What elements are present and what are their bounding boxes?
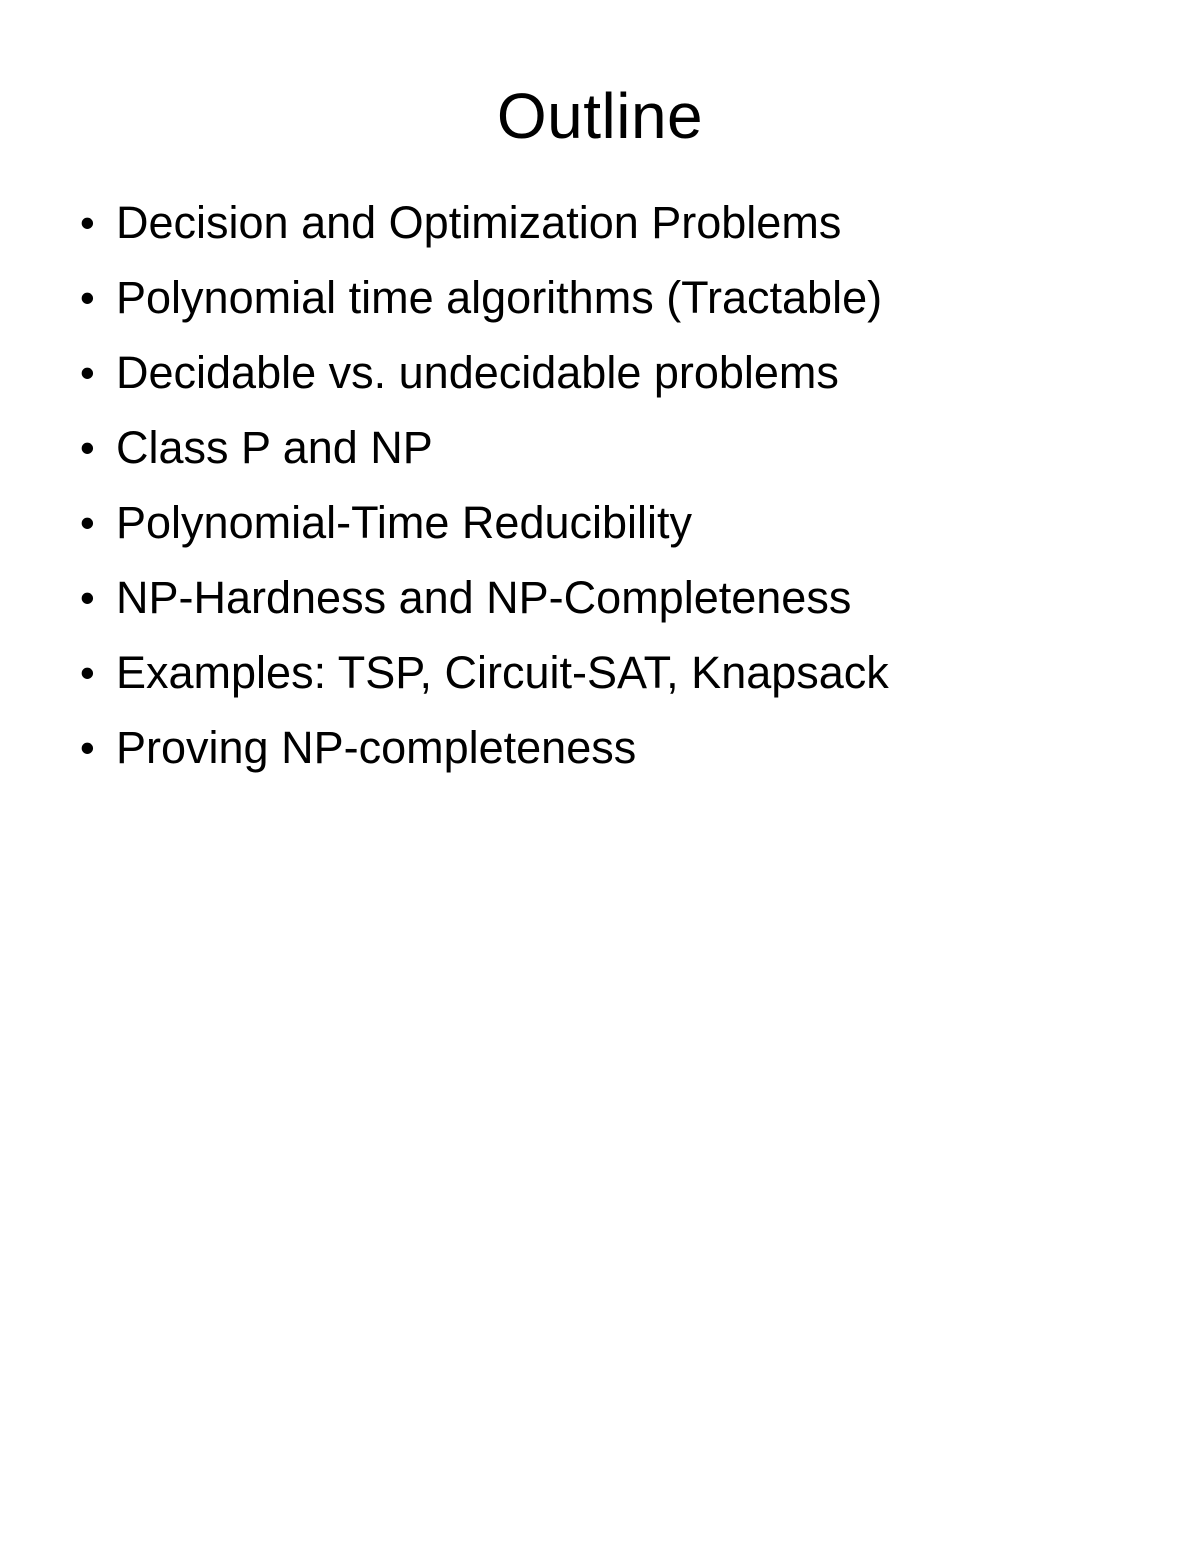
- bullet-item: [80, 715, 889, 790]
- bullet-item: [80, 565, 889, 640]
- bullet-text: NP-Hardness and NP-Completeness: [116, 572, 852, 623]
- bullet-dot-icon: •: [80, 199, 95, 246]
- bullet-text: Examples: TSP, Circuit-SAT, Knapsack: [116, 647, 889, 698]
- bullet-item: [80, 190, 889, 265]
- bullet-dot-icon: •: [80, 724, 95, 771]
- bullet-text: Decision and Optimization Problems: [116, 197, 842, 248]
- bullet-item: [80, 340, 889, 415]
- bullet-item: [80, 640, 889, 715]
- slide-title: Outline: [496, 80, 704, 152]
- bullet-text: Decidable vs. undecidable problems: [116, 347, 839, 398]
- bullet-item: [80, 415, 889, 490]
- bullet-text: Class P and NP: [116, 422, 433, 473]
- bullet-dot-icon: •: [80, 274, 95, 321]
- bullet-text: Proving NP-completeness: [116, 722, 637, 773]
- bullet-dot-icon: •: [80, 574, 95, 621]
- bullet-dot-icon: •: [80, 349, 95, 396]
- bullet-dot-icon: •: [80, 649, 95, 696]
- bullet-dot-icon: •: [80, 499, 95, 546]
- bullet-list: [80, 190, 889, 790]
- bullet-item: [80, 490, 889, 565]
- bullet-item: [80, 265, 889, 340]
- bullet-text: Polynomial-Time Reducibility: [116, 497, 693, 548]
- bullet-dot-icon: •: [80, 424, 95, 471]
- bullet-text: Polynomial time algorithms (Tractable): [116, 272, 883, 323]
